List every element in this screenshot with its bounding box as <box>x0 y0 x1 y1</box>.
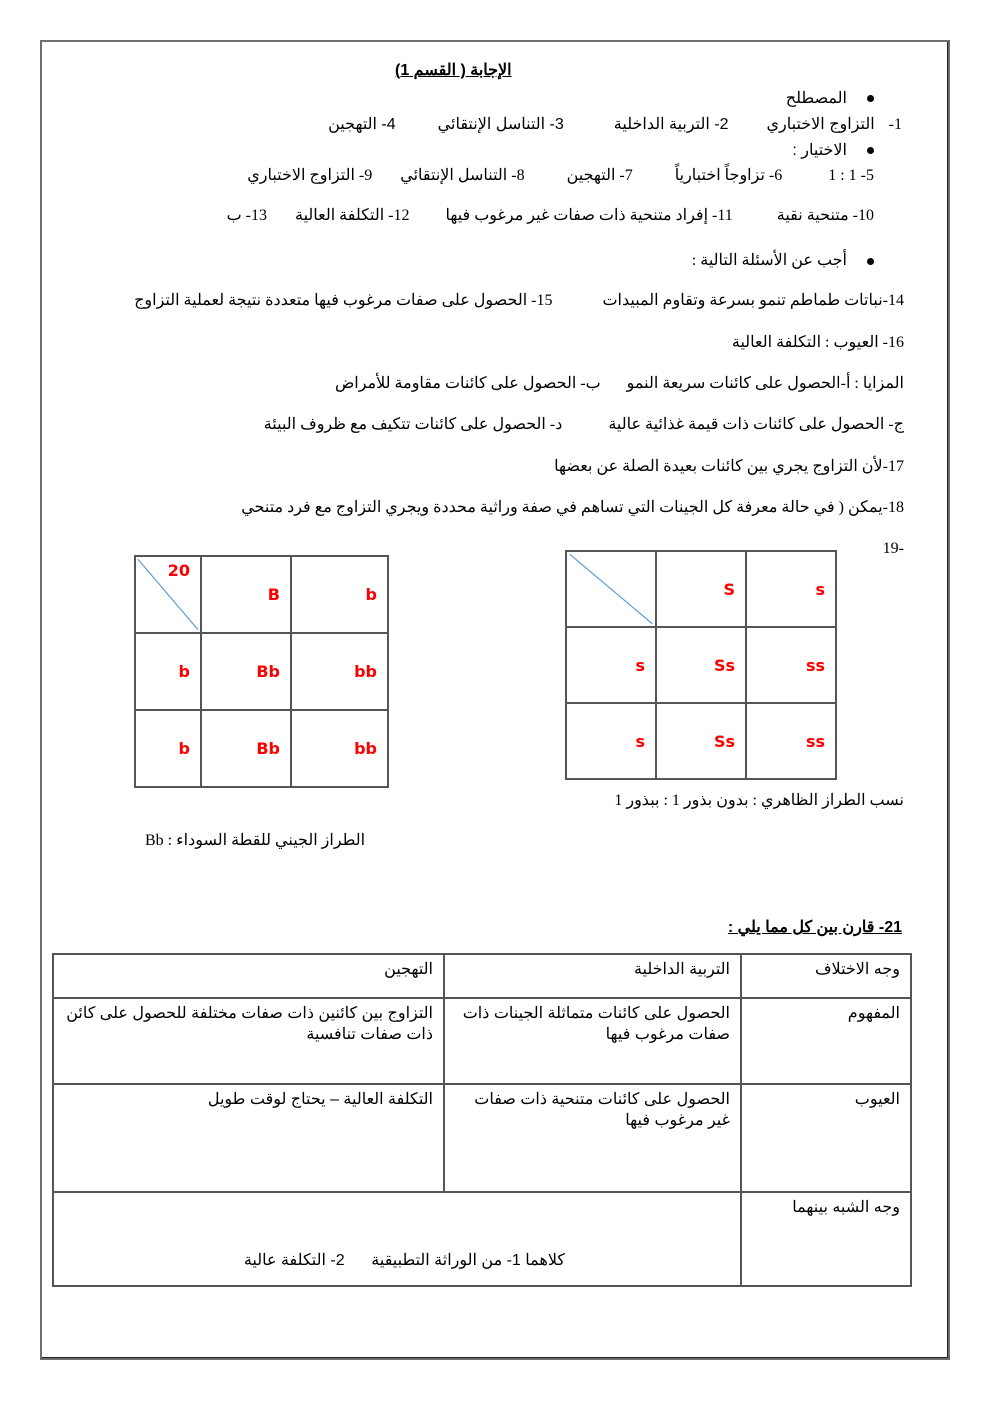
advantage-b: ب- الحصول على كائنات مقاومة للأمراض <box>334 375 601 392</box>
genotype-cell: Bb <box>256 739 280 758</box>
genotype-cell: ss <box>805 731 825 751</box>
term-4: 4- التهجين <box>328 116 396 133</box>
table-header-row <box>53 954 911 998</box>
choice-6: 6- تزاوجاً اختبارياً <box>674 167 783 184</box>
bullet-icon <box>867 258 874 265</box>
comparison-table <box>52 953 912 1287</box>
allele-label: s <box>635 731 645 751</box>
bullet-icon <box>867 147 874 154</box>
header-hybridization: التهجين <box>53 954 444 998</box>
hybridization-disadvantages: التكلفة العالية – يحتاج لوقت طويل <box>53 1084 444 1192</box>
row-label-disadvantages: العيوب <box>741 1084 911 1192</box>
genotype-cell: Ss <box>713 655 735 675</box>
choice-row-2 <box>227 205 874 225</box>
terms-heading: المصطلح <box>785 90 847 107</box>
allele-label: b <box>178 662 190 681</box>
allele-label: s <box>635 655 645 675</box>
advantage-d: د- الحصول على كائنات تتكيف مع ظروف البيئة <box>263 416 563 433</box>
answer-16: 16- العيوب : التكلفة العالية <box>731 334 904 351</box>
choice-row-1 <box>247 165 874 185</box>
punnett-square-20 <box>134 555 389 788</box>
choice-7: 7- التهجين <box>566 167 633 184</box>
header-difference: وجه الاختلاف <box>741 954 911 998</box>
hybridization-concept: التزاوج بين كائنين ذات صفات مختلفة للحصول على كائن ذات صفات تنافسية <box>53 998 444 1084</box>
choice-13: 13- ب <box>226 207 267 224</box>
terms-number: 1- <box>888 116 902 133</box>
answer-14: 14-نباتات طماطم تنمو بسرعة وتقاوم المبيدات <box>602 292 904 309</box>
allele-header: S <box>723 579 735 599</box>
answers-14-15 <box>134 290 904 310</box>
term-2: 2- التربية الداخلية <box>613 116 729 133</box>
choice-12: 12- التكلفة العالية <box>294 207 410 224</box>
allele-header: b <box>365 585 377 604</box>
answer-19-label: -19 <box>882 540 904 557</box>
genotype-cell: bb <box>354 739 377 758</box>
corner-cell <box>135 556 201 633</box>
answer-17: 17-لأن التزاوج يجري بين كائنات بعيدة الصلة عن بعضها <box>554 458 904 475</box>
diagonal-line <box>567 552 655 626</box>
bullet-icon <box>867 95 874 102</box>
genotype-cell: Bb <box>256 662 280 681</box>
corner-cell <box>566 551 656 627</box>
page-title: الإجابة ( القسم 1) <box>395 62 512 79</box>
genotype-cell: bb <box>354 662 377 681</box>
answer-18: 18-يمكن ( في حالة معرفة كل الجينات التي تساهم في صفة وراثية محددة ويجري التزاوج مع فرد متنحي <box>241 499 904 516</box>
inbreeding-disadvantages: الحصول على كائنات متنحية ذات صفات غير مرغوب فيها <box>444 1084 741 1192</box>
choice-9: 9- التزاوج الاختباري <box>247 167 373 184</box>
black-cat-genotype: الطراز الجيني للقطة السوداء : Bb <box>145 832 366 849</box>
answer-15: 15- الحصول على صفات مرغوب فيها متعددة نتيجة لعملية التزاوج <box>134 292 553 309</box>
inbreeding-concept: الحصول على كائنات متماثلة الجينات ذات صفات مرغوب فيها <box>444 998 741 1084</box>
questions-heading-line <box>692 250 874 270</box>
allele-header: s <box>815 579 825 599</box>
choice-5: 5- 1 : 1 <box>828 167 874 184</box>
comparison-title: 21- قارن بين كل مما يلي : <box>727 919 902 936</box>
genotype-cell: Ss <box>713 731 735 751</box>
row-label-similarity: وجه الشبه بينهما <box>741 1192 911 1286</box>
choice-heading-line <box>792 140 874 160</box>
punnett-square-19 <box>565 550 837 780</box>
questions-heading: أجب عن الأسئلة التالية : <box>691 252 847 269</box>
term-3: 3- التناسل الإنتقائي <box>437 116 564 133</box>
advantage-a: المزايا : أ-الحصول على كائنات سريعة النمو <box>626 375 904 392</box>
header-inbreeding: التربية الداخلية <box>444 954 741 998</box>
choice-10: 10- متنحية نقية <box>776 207 874 224</box>
allele-label: b <box>178 739 190 758</box>
table-row <box>53 1084 911 1192</box>
table-row <box>53 1192 911 1286</box>
terms-heading-line <box>786 88 874 108</box>
similarity-text: كلاهما 1- من الوراثة التطبيقية 2- التكلفة عالية <box>53 1192 741 1286</box>
row-label-concept: المفهوم <box>741 998 911 1084</box>
question-number-20: 20 <box>167 561 190 580</box>
advantage-c: ج- الحصول على كائنات ذات قيمة غذائية عالية <box>608 416 904 433</box>
genotype-cell: ss <box>805 655 825 675</box>
allele-header: B <box>267 585 280 604</box>
choice-heading: الاختيار : <box>792 142 847 159</box>
choice-8: 8- التناسل الإنتقائي <box>400 167 525 184</box>
terms-answers <box>328 114 902 134</box>
phenotype-ratio: نسب الطراز الظاهري : بدون بذور 1 : ببذور 1 <box>614 792 904 809</box>
advantages-row-1 <box>335 373 904 393</box>
table-row <box>53 998 911 1084</box>
choice-11: 11- إفراد متنحية ذات صفات غير مرغوب فيها <box>445 207 733 224</box>
term-1: التزاوج الاختباري <box>766 116 875 133</box>
advantages-row-2 <box>264 414 904 434</box>
